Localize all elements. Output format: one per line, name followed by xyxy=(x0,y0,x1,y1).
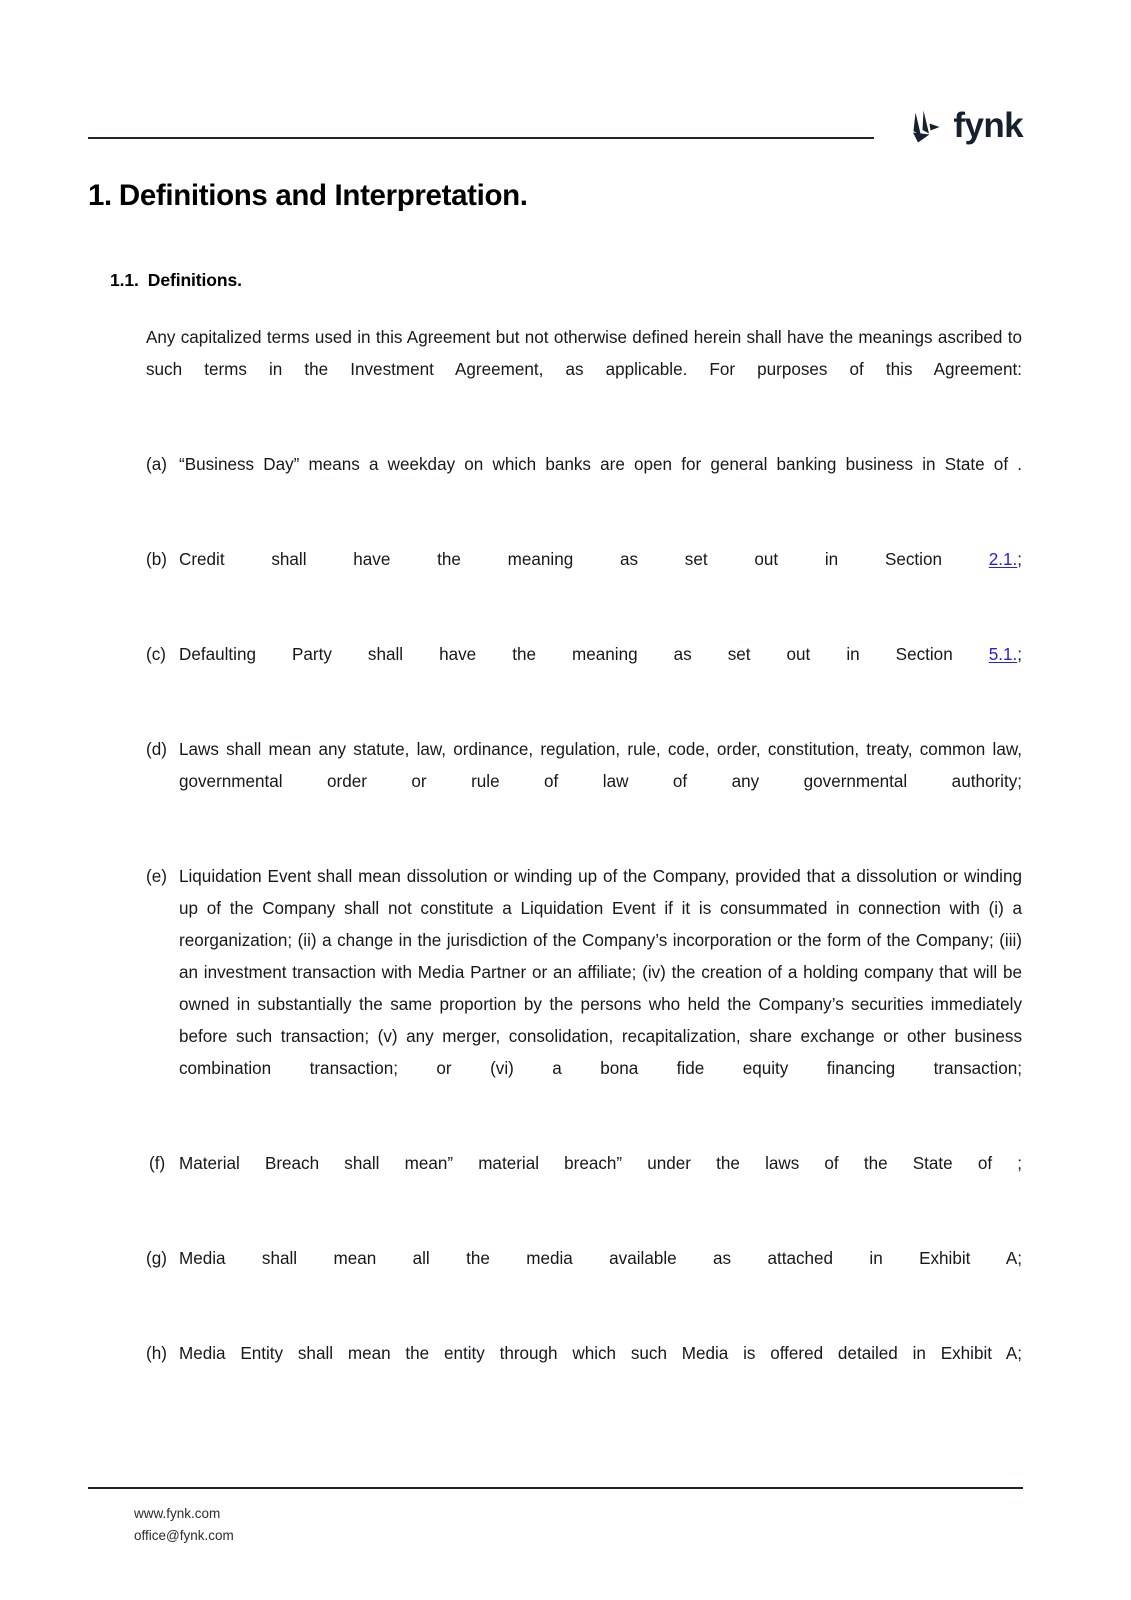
list-marker: (e) xyxy=(146,867,167,886)
definition-text: Material Breach shall mean” material breach” under the laws of the State of ; xyxy=(179,1154,1022,1173)
definition-text: Laws shall mean any statute, law, ordinance, regulation, rule, code, order, constitution, treaty, common law, governmental order or rule of law of any governmental authority; xyxy=(179,740,1022,791)
page-title xyxy=(88,179,528,213)
definition-text: Media Entity shall mean the entity through which such Media is offered detailed in Exhibit A; xyxy=(179,1344,1022,1363)
definition-text: “Business Day” means a weekday on which banks are open for general banking business in State of . xyxy=(179,455,1022,474)
definition-item-c xyxy=(146,639,1022,703)
list-marker: (h) xyxy=(146,1344,167,1363)
header-divider xyxy=(88,137,874,139)
definition-text-before: Defaulting Party shall have the meaning as set out in Section xyxy=(179,645,989,664)
definition-item-b xyxy=(146,544,1022,608)
definition-text xyxy=(179,639,1022,703)
subsection-heading xyxy=(110,270,242,291)
definition-item-d xyxy=(146,734,1022,830)
list-marker: (b) xyxy=(146,550,167,569)
definition-text-before: Credit shall have the meaning as set out in Section xyxy=(179,550,989,569)
section-number: 1. xyxy=(88,179,112,212)
definitions-list xyxy=(146,449,1022,1402)
definition-item-f xyxy=(146,1148,1022,1212)
brand-wordmark: fynk xyxy=(953,105,1023,145)
definition-text xyxy=(179,544,1022,608)
list-marker: (f) xyxy=(149,1154,166,1173)
definition-item-g xyxy=(146,1243,1022,1307)
footer-email[interactable]: office@fynk.com xyxy=(134,1528,234,1543)
list-marker: (c) xyxy=(146,645,166,664)
footer-website[interactable]: www.fynk.com xyxy=(134,1506,221,1521)
definition-text-after: ; xyxy=(1017,645,1022,664)
definition-item-h xyxy=(146,1338,1022,1402)
section-link-2-1[interactable]: 2.1. xyxy=(988,550,1018,569)
list-marker: (g) xyxy=(146,1249,167,1268)
definition-text: Liquidation Event shall mean dissolution or winding up of the Company, provided that a dissolution or winding up of the Company shall not constitute a Liquidation Event if it is consummated in connection with (i) a reorganization; (ii) a change in the jurisdiction of the Company’s incorporation or the form of the Company; (iii) an investment transaction with Media Partner or an affiliate; (iv) the creation of a holding company that will be owned in substantially the same proportion by the persons who held the Company’s securities immediately before such transaction; (v) any merger, consolidation, recapitalization, share exchange or other business combination transaction; or (vi) a bona fide equity financing transaction; xyxy=(179,867,1022,1078)
definition-text: Media shall mean all the media available as attached in Exhibit A; xyxy=(179,1249,1022,1268)
page-header xyxy=(88,96,1023,156)
list-marker: (a) xyxy=(146,455,167,474)
list-marker: (d) xyxy=(146,740,167,759)
brand-lockup xyxy=(898,103,1023,149)
page-footer xyxy=(134,1503,234,1547)
subsection-title: Definitions. xyxy=(147,270,242,290)
definition-item-a xyxy=(146,449,1022,513)
intro-paragraph: Any capitalized terms used in this Agreement but not otherwise defined herein shall have the meanings ascribed to such terms in the Investment Agreement, as applicable. For purposes of this Agreement: xyxy=(146,328,1022,379)
footer-divider xyxy=(88,1487,1023,1489)
section-title: Definitions and Interpretation. xyxy=(118,179,528,212)
section-link-5-1[interactable]: 5.1. xyxy=(988,645,1018,664)
fynk-bird-logo-icon xyxy=(898,103,944,149)
document-body xyxy=(146,322,1022,1402)
definition-text-after: ; xyxy=(1017,550,1022,569)
subsection-number: 1.1. xyxy=(110,270,139,290)
definition-item-e xyxy=(146,861,1022,1117)
